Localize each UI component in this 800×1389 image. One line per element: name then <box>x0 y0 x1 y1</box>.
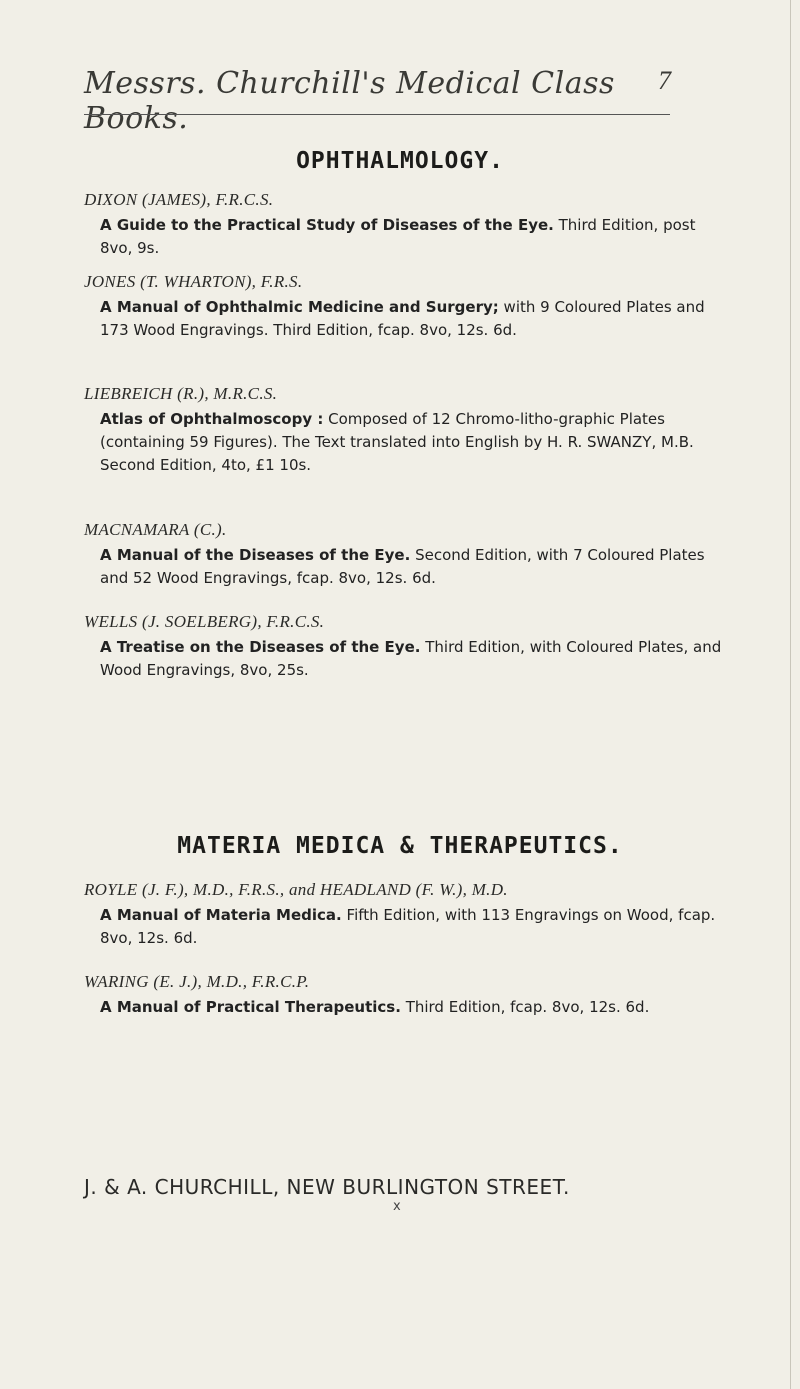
section-title-ophthalmology: OPHTHALMOLOGY. <box>296 148 504 174</box>
entry-title: A Manual of Ophthalmic Medicine and Surgery; <box>100 298 499 316</box>
entry-title: A Manual of Materia Medica. <box>100 906 342 924</box>
entry-details: Composed of 12 Chromo-litho-graphic Plates (containing 59 Figures). The Text translated into English by H. R. SWANZY, M.B. Second Edition, 4to, £1 10s. <box>100 410 694 474</box>
publisher-imprint: J. & A. CHURCHILL, NEW BURLINGTON STREET. <box>84 1175 570 1199</box>
entry-author: LIEBREICH (R.), M.R.C.S. <box>84 384 278 403</box>
entry-description <box>84 544 724 590</box>
entry-author: WARING (E. J.), M.D., F.R.C.P. <box>84 972 310 991</box>
running-header-title: Messrs. Churchill's Medical Class Books. <box>84 66 615 136</box>
book-entry <box>84 880 724 950</box>
entry-details: Third Edition, with Coloured Plates, and Wood Engravings, 8vo, 25s. <box>100 638 722 679</box>
book-entry <box>84 190 724 260</box>
entry-author: MACNAMARA (C.). <box>84 520 227 539</box>
entry-title: A Manual of the Diseases of the Eye. <box>100 546 411 564</box>
entry-details: Second Edition, with 7 Coloured Plates and 52 Wood Engravings, fcap. 8vo, 12s. 6d. <box>100 546 705 587</box>
page-number: 7 <box>658 66 671 95</box>
section-title-materia-medica: MATERIA MEDICA & THERAPEUTICS. <box>177 833 623 859</box>
signature-mark: x <box>393 1199 401 1214</box>
entry-details: Third Edition, fcap. 8vo, 12s. 6d. <box>405 998 650 1016</box>
entry-description <box>84 904 724 950</box>
entry-description <box>84 636 724 682</box>
book-entry <box>84 520 724 590</box>
header-rule <box>84 114 670 115</box>
entry-description <box>84 408 724 477</box>
entry-title: A Manual of Practical Therapeutics. <box>100 998 401 1016</box>
entry-title: A Guide to the Practical Study of Diseases of the Eye. <box>100 216 554 234</box>
entry-description <box>84 214 724 260</box>
entry-author: WELLS (J. SOELBERG), F.R.C.S. <box>84 612 325 631</box>
entry-description <box>84 996 724 1019</box>
entry-author: DIXON (JAMES), F.R.C.S. <box>84 190 274 209</box>
entry-author: ROYLE (J. F.), M.D., F.R.S., and HEADLAND (F. W.), M.D. <box>84 880 508 899</box>
entry-author: JONES (T. WHARTON), F.R.S. <box>84 272 303 291</box>
entry-details: Third Edition, post 8vo, 9s. <box>100 216 696 257</box>
book-entry <box>84 384 724 477</box>
book-entry <box>84 612 724 682</box>
entry-details: with 9 Coloured Plates and 173 Wood Engravings. Third Edition, fcap. 8vo, 12s. 6d. <box>100 298 705 339</box>
book-entry <box>84 972 724 1019</box>
entry-title: Atlas of Ophthalmoscopy : <box>100 410 324 428</box>
book-entry <box>84 272 724 342</box>
entry-details: Fifth Edition, with 113 Engravings on Wood, fcap. 8vo, 12s. 6d. <box>100 906 716 947</box>
entry-description <box>84 296 724 342</box>
page-edge-line <box>790 0 791 1389</box>
entry-title: A Treatise on the Diseases of the Eye. <box>100 638 421 656</box>
